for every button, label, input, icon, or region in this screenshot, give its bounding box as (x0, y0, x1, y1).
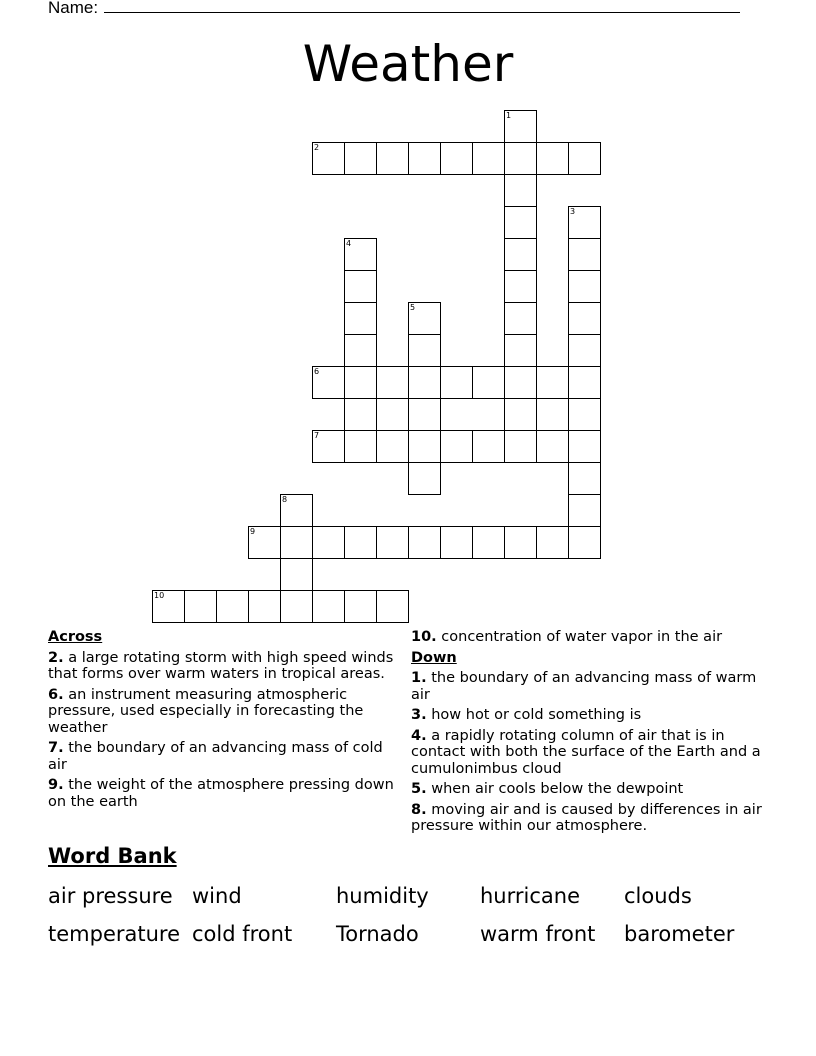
crossword-cell[interactable] (408, 526, 441, 559)
clues-left-column (48, 629, 400, 814)
word-bank-title: Word Bank (48, 844, 177, 868)
down-clue-8: 8. moving air and is caused by differences in air pressure within our atmosphere. (411, 801, 762, 834)
clue-number: 3 (570, 207, 576, 216)
crossword-cell[interactable] (504, 110, 537, 143)
crossword-cell[interactable] (312, 526, 345, 559)
crossword-cell[interactable] (408, 334, 441, 367)
crossword-cell[interactable] (504, 174, 537, 207)
crossword-cell[interactable] (440, 430, 473, 463)
crossword-cell[interactable] (344, 302, 377, 335)
crossword-cell[interactable] (184, 590, 217, 623)
crossword-cell[interactable] (568, 238, 601, 271)
crossword-cell[interactable] (568, 462, 601, 495)
crossword-cell[interactable] (568, 302, 601, 335)
crossword-cell[interactable] (344, 366, 377, 399)
crossword-cell[interactable] (408, 462, 441, 495)
crossword-cell[interactable] (408, 302, 441, 335)
crossword-cell[interactable] (312, 366, 345, 399)
crossword-cell[interactable] (536, 526, 569, 559)
crossword-cell[interactable] (280, 494, 313, 527)
crossword-cell[interactable] (504, 526, 537, 559)
bank-word: cold front (192, 922, 293, 946)
bank-word: hurricane (480, 884, 580, 908)
crossword-cell[interactable] (568, 430, 601, 463)
crossword-cell[interactable] (344, 590, 377, 623)
bank-word: temperature (48, 922, 180, 946)
crossword-cell[interactable] (472, 526, 505, 559)
crossword-cell[interactable] (504, 430, 537, 463)
crossword-cell[interactable] (472, 142, 505, 175)
down-clue-3: 3. how hot or cold something is (411, 707, 642, 723)
bank-word: warm front (480, 922, 596, 946)
across-clue-6: 6. an instrument measuring atmospheric pressure, used especially in forecasting the weather (48, 686, 364, 736)
crossword-cell[interactable] (568, 334, 601, 367)
bank-word: humidity (336, 884, 429, 908)
crossword-cell[interactable] (568, 206, 601, 239)
crossword-cell[interactable] (344, 270, 377, 303)
crossword-cell[interactable] (568, 398, 601, 431)
clue-number: 4 (346, 239, 352, 248)
crossword-cell[interactable] (152, 590, 185, 623)
crossword-cell[interactable] (440, 366, 473, 399)
crossword-cell[interactable] (536, 430, 569, 463)
bank-word: clouds (624, 884, 692, 908)
clue-number: 1 (506, 111, 512, 120)
clue-number: 10 (154, 591, 165, 600)
clue-number: 6 (314, 367, 320, 376)
crossword-cell[interactable] (376, 366, 409, 399)
across-clue-9: 9. the weight of the atmosphere pressing down on the earth (48, 777, 394, 810)
name-label: Name: (48, 0, 99, 17)
crossword-cell[interactable] (280, 590, 313, 623)
crossword-cell[interactable] (472, 430, 505, 463)
crossword-cell[interactable] (312, 590, 345, 623)
crossword-cell[interactable] (376, 526, 409, 559)
crossword-cell[interactable] (504, 206, 537, 239)
crossword-cell[interactable] (344, 238, 377, 271)
crossword-cell[interactable] (344, 526, 377, 559)
crossword-cell[interactable] (376, 430, 409, 463)
crossword-cell[interactable] (280, 558, 313, 591)
bank-word: Tornado (336, 922, 419, 946)
crossword-cell[interactable] (504, 238, 537, 271)
down-clue-5: 5. when air cools below the dewpoint (411, 781, 684, 797)
clue-number: 9 (250, 527, 256, 536)
down-clue-1: 1. the boundary of an advancing mass of warm air (411, 670, 757, 703)
name-line[interactable] (48, 0, 740, 18)
crossword-cell[interactable] (216, 590, 249, 623)
crossword-cell[interactable] (344, 142, 377, 175)
crossword-cell[interactable] (344, 398, 377, 431)
across-heading: Across (48, 629, 103, 645)
crossword-cell[interactable] (504, 366, 537, 399)
crossword-cell[interactable] (312, 142, 345, 175)
clue-number: 5 (410, 303, 416, 312)
name-field[interactable] (104, 0, 740, 13)
clues-right-column (411, 629, 771, 839)
crossword-cell[interactable] (504, 334, 537, 367)
crossword-cell[interactable] (312, 430, 345, 463)
crossword-cell[interactable] (568, 526, 601, 559)
crossword-cell[interactable] (280, 526, 313, 559)
crossword-cell[interactable] (344, 430, 377, 463)
down-clue-4: 4. a rapidly rotating column of air that is in contact with both the surface of the Earth and a cumulonimbus cloud (411, 727, 761, 777)
crossword-cell[interactable] (568, 366, 601, 399)
crossword-cell[interactable] (504, 270, 537, 303)
across-clue-7: 7. the boundary of an advancing mass of cold air (48, 740, 383, 773)
crossword-cell[interactable] (568, 142, 601, 175)
crossword-cell[interactable] (408, 430, 441, 463)
bank-word: wind (192, 884, 242, 908)
crossword-cell[interactable] (568, 494, 601, 527)
crossword-cell[interactable] (408, 142, 441, 175)
page-title: Weather (302, 35, 514, 93)
crossword-cell[interactable] (376, 590, 409, 623)
crossword-cell[interactable] (440, 142, 473, 175)
crossword-cell[interactable] (536, 366, 569, 399)
crossword-cell[interactable] (568, 270, 601, 303)
clue-number: 2 (314, 143, 320, 152)
crossword-cell[interactable] (376, 142, 409, 175)
crossword-cell[interactable] (504, 302, 537, 335)
clue-number: 7 (314, 431, 320, 440)
crossword-cell[interactable] (344, 334, 377, 367)
across-clue-10: 10. concentration of water vapor in the air (411, 629, 723, 645)
crossword-cell[interactable] (408, 398, 441, 431)
crossword-cell[interactable] (248, 590, 281, 623)
crossword-cell[interactable] (440, 526, 473, 559)
crossword-cell[interactable] (536, 142, 569, 175)
clue-number: 8 (282, 495, 288, 504)
bank-word: barometer (624, 922, 735, 946)
down-heading: Down (411, 649, 457, 666)
across-clue-2: 2. a large rotating storm with high speed winds that forms over warm waters in tropical areas. (48, 649, 394, 682)
bank-word: air pressure (48, 884, 173, 908)
crossword-cell[interactable] (408, 366, 441, 399)
crossword-cell[interactable] (504, 398, 537, 431)
crossword-cell[interactable] (248, 526, 281, 559)
crossword-cell[interactable] (504, 142, 537, 175)
crossword-cell[interactable] (472, 366, 505, 399)
